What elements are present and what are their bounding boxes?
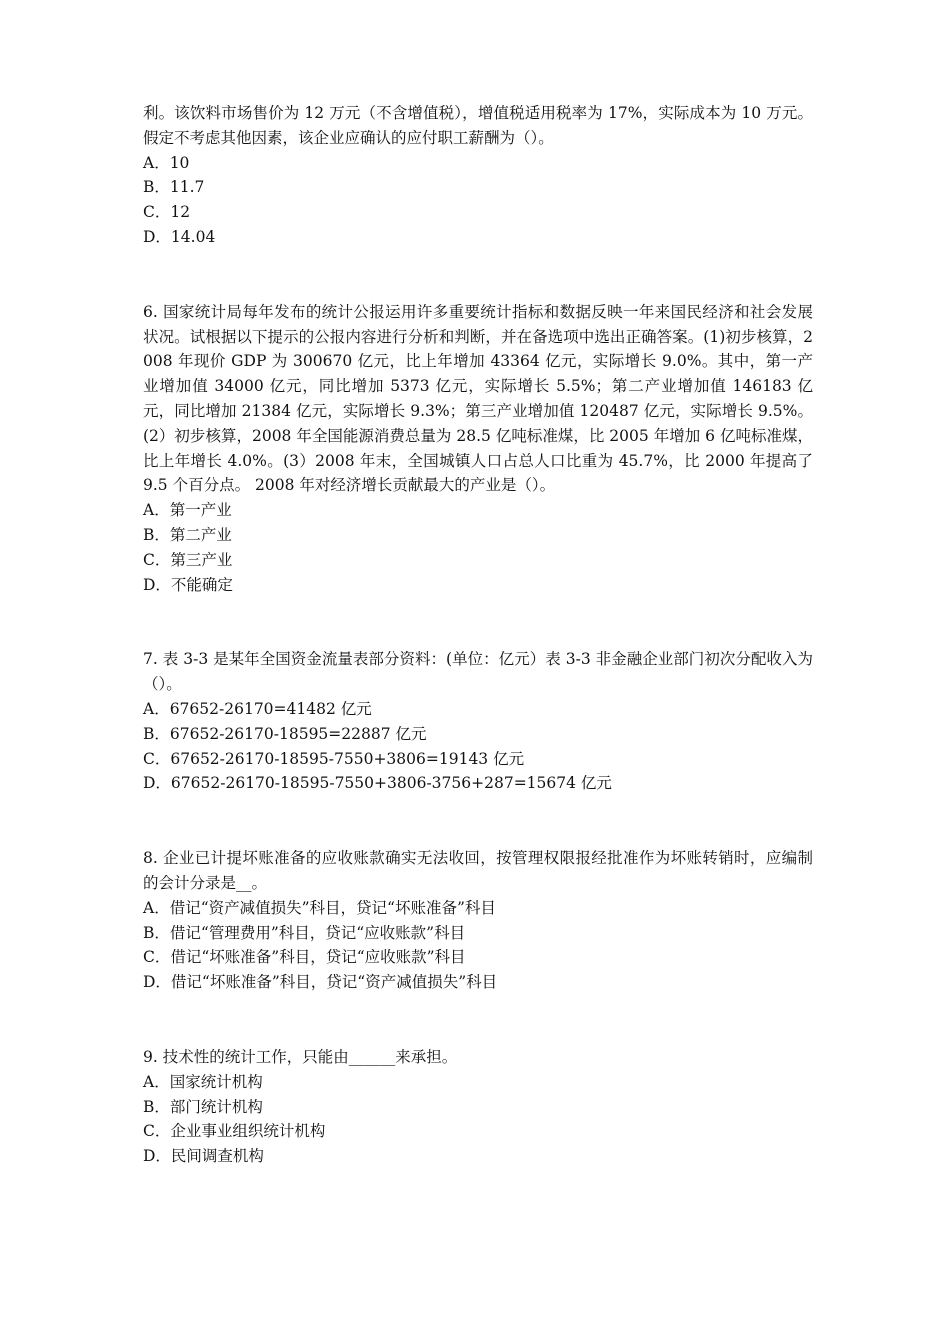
question-7: [143, 647, 813, 796]
spacer: [143, 796, 813, 846]
question-5-option-a: A．10: [143, 153, 190, 172]
question-9-stem: 9. 技术性的统计工作，只能由______来承担。: [143, 1047, 458, 1066]
question-7-option-d: D．67652-26170-18595-7550+3806-3756+287=15674 亿元: [143, 774, 612, 793]
question-9-option-b: B．部门统计机构: [143, 1097, 263, 1116]
question-9: [143, 1045, 813, 1169]
question-9-option-d: D．民间调查机构: [143, 1147, 264, 1166]
question-6-option-c: C．第三产业: [143, 550, 233, 569]
question-5-option-b: B．11.7: [143, 178, 205, 197]
question-8-option-c: C．借记“坏账准备”科目，贷记“应收账款”科目: [143, 948, 466, 967]
question-8-stem: 8. 企业已计提坏账准备的应收账款确实无法收回，按管理权限报经批准作为坏账转销时，应编制的会计分录是__。: [143, 849, 813, 892]
document-page: [143, 101, 813, 1169]
question-7-stem: 7. 表 3-3 是某年全国资金流量表部分资料：(单位：亿元）表 3-3 非金融企业部门初次分配收入为（）。: [143, 650, 813, 694]
question-6-option-d: D．不能确定: [143, 575, 233, 594]
question-9-option-c: C．企业事业组织统计机构: [143, 1122, 326, 1141]
question-8-option-a: A．借记“资产减值损失”科目，贷记“坏账准备”科目: [143, 898, 496, 917]
question-8-option-d: D．借记“坏账准备”科目，贷记“资产减值损失”科目: [143, 973, 498, 992]
question-8: [143, 846, 813, 995]
question-5: [143, 101, 813, 250]
question-6: [143, 300, 813, 598]
question-9-option-a: A．国家统计机构: [143, 1072, 263, 1091]
spacer: [143, 995, 813, 1045]
question-6-option-b: B．第二产业: [143, 525, 232, 544]
spacer: [143, 250, 813, 300]
question-6-option-a: A．第一产业: [143, 501, 232, 520]
question-8-option-b: B．借记“管理费用”科目，贷记“应收账款”科目: [143, 923, 466, 942]
question-5-option-c: C．12: [143, 203, 191, 222]
question-7-option-a: A．67652-26170=41482 亿元: [143, 699, 372, 718]
question-5-option-d: D．14.04: [143, 227, 216, 246]
question-5-stem: 利。该饮料市场售价为 12 万元（不含增值税），增值税适用税率为 17%，实际成本为 10 万元。假定不考虑其他因素，该企业应确认的应付职工薪酬为（）。: [143, 104, 813, 147]
question-6-stem: 6. 国家统计局每年发布的统计公报运用许多重要统计指标和数据反映一年来国民经济和社会发展状况。试根据以下提示的公报内容进行分析和判断，并在备选项中选出正确答案。(1)初步核算，2008 年现价 GDP 为 300670 亿元，比上年增加 43364 亿元，实际增长 9.0%。其中，第一产业增加值 34000 亿元，同比增加 5373 亿元，实际增长 5.5%；第二产业增加值 146183 亿元，同比增加 21384 亿元，实际增长 9.3%；第三产业增加值 120487 亿元，实际增长 9.5%。(2）初步核算，2008 年全国能源消费总量为 28.5 亿吨标准煤，比 2005 年增加 6 亿吨标准煤，比上年增长 4.0%。(3）2008 年末，全国城镇人口占总人口比重为 45.7%，比 2000 年提高了 9.5 个百分点。 2008 年对经济增长贡献最大的产业是（）。: [143, 302, 813, 495]
spacer: [143, 597, 813, 647]
question-7-option-b: B．67652-26170-18595=22887 亿元: [143, 724, 427, 743]
question-7-option-c: C．67652-26170-18595-7550+3806=19143 亿元: [143, 749, 525, 768]
